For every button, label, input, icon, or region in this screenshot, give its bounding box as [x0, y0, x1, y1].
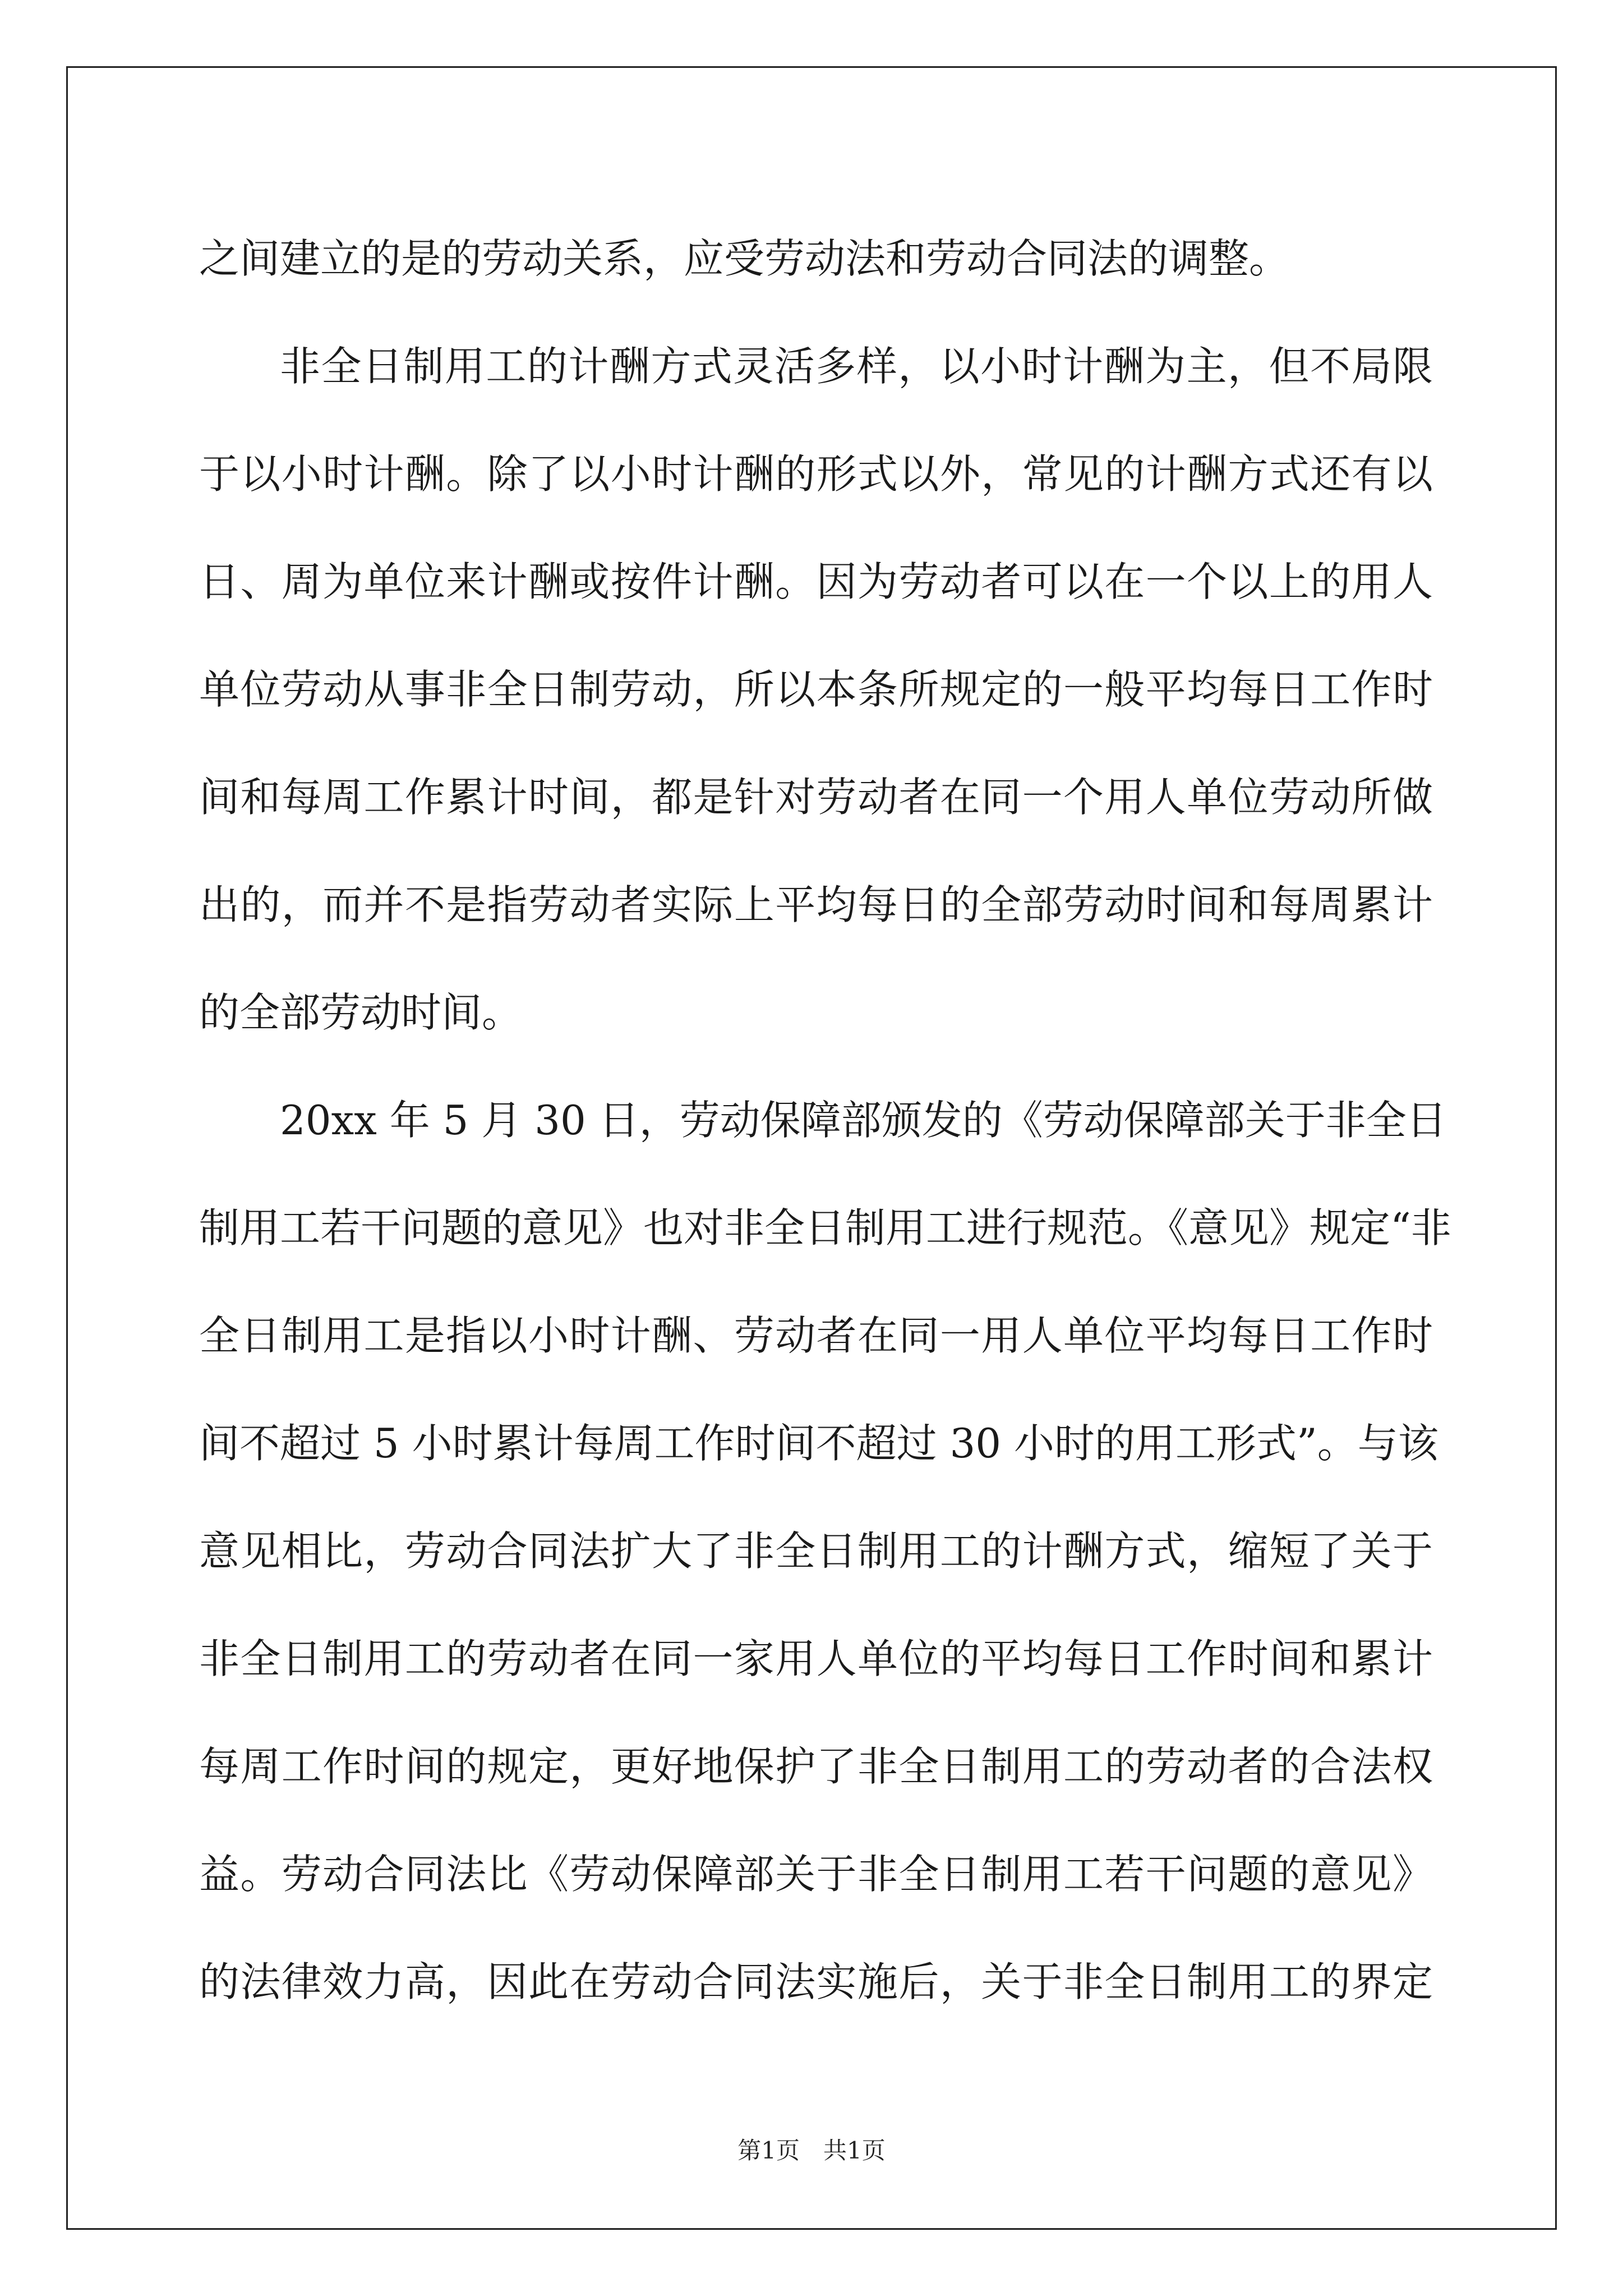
text-line: 非全日制用工的计酬方式灵活多样，以小时计酬为主，但不局限 — [280, 343, 1433, 390]
text-line: 单位劳动从事非全日制劳动，所以本条所规定的一般平均每日工作时 — [199, 666, 1433, 713]
document-body — [199, 205, 1451, 2036]
text-line: 的全部劳动时间。 — [199, 989, 523, 1036]
text-line: 全日制用工是指以小时计酬、劳动者在同一用人单位平均每日工作时 — [199, 1312, 1433, 1359]
text-line: 出的，而并不是指劳动者实际上平均每日的全部劳动时间和每周累计 — [199, 881, 1433, 928]
text-line: 日、周为单位来计酬或按件计酬。因为劳动者可以在一个以上的用人 — [199, 558, 1433, 605]
text-line: 每周工作时间的规定，更好地保护了非全日制用工的劳动者的合法权 — [199, 1743, 1433, 1790]
text-line: 于以小时计酬。除了以小时计酬的形式以外，常见的计酬方式还有以 — [199, 450, 1433, 498]
page-footer — [0, 2134, 1623, 2168]
text-line: 间和每周工作累计时间，都是针对劳动者在同一个用人单位劳动所做 — [199, 774, 1433, 821]
page-total: 共1页 — [823, 2137, 886, 2164]
text-line: 制用工若干问题的意见》也对非全日制用工进行规范。《意见》规定“非 — [199, 1204, 1451, 1251]
text-line: 之间建立的是的劳动关系，应受劳动法和劳动合同法的调整。 — [199, 235, 1290, 282]
page-number: 第1页 — [737, 2137, 800, 2164]
text-line: 非全日制用工的劳动者在同一家用人单位的平均每日工作时间和累计 — [199, 1635, 1433, 1682]
text-line: 间不超过 5 小时累计每周工作时间不超过 30 小时的用工形式”。与该 — [199, 1420, 1438, 1467]
text-line: 的法律效力高，因此在劳动合同法实施后，关于非全日制用工的界定 — [199, 1958, 1433, 2005]
text-line: 益。劳动合同法比《劳动保障部关于非全日制用工若干问题的意见》 — [199, 1851, 1433, 1898]
text-line: 20xx 年 5 月 30 日，劳动保障部颁发的《劳动保障部关于非全日 — [280, 1097, 1447, 1144]
text-line: 意见相比，劳动合同法扩大了非全日制用工的计酬方式，缩短了关于 — [199, 1527, 1433, 1575]
